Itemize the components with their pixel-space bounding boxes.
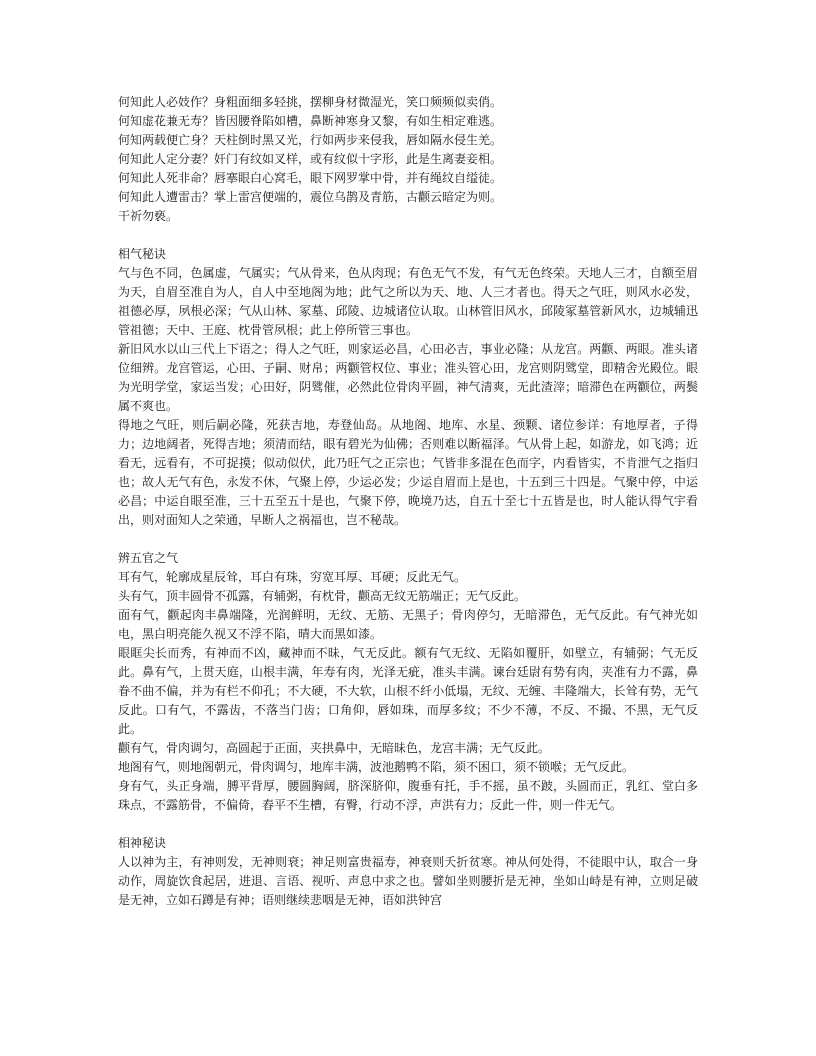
paragraph: 得地之气旺，则后嗣必隆，死获吉地，寿登仙岛。从地阁、地库、水星、颈颗、诸位参详：有地厚者，子得力；边地阔者，死得吉地；须清而结，眼有碧光为仙佛；否则难以断福泽。气从骨上起，如游龙，如飞鸿；近看无，远看有，不可捉摸；似动似伏，此乃旺气之正宗也；气皆非多混在色而字，内看皆实，不肯泄气之指归也；故人无气有色，永发不休，气聚上停，少运必发；少运自眉而上是也，十五到三十四是。气聚中停，中运必昌；中运自眼至准，三十五至五十是也，气聚下停，晚境乃达，自五十至七十五皆是也，时人能认得气宇看出，则对面知人之荣通，早断人之祸福也，岂不秘哉。 xyxy=(118,418,698,527)
paragraph: 何知此人定分妻？奸门有纹如叉样，或有纹似十字形，此是生离妻妾相。 xyxy=(118,152,503,166)
paragraph: 何知此人遭雷击？掌上雷宫便端的，震位乌鹊及青筋，古颧云暗定为则。 xyxy=(118,190,503,204)
section-spirit-secrets xyxy=(118,834,698,910)
section-heading: 相神秘诀 xyxy=(118,836,167,850)
section-heading: 辨五官之气 xyxy=(118,551,179,565)
paragraph: 地阁有气，则地阁朝元，骨肉调匀，地库丰满，波池鹅鸭不陷，须不困口，须不锁喉；无气反此。 xyxy=(118,760,635,774)
section-qi-secrets xyxy=(118,245,698,530)
paragraph: 新旧风水以山三代上下语之；得人之气旺，则家运必昌，心田必吉，事业必隆；从龙宫。两颧、两眼。准头诸位细辨。龙宫管运，心田、子嗣、财帛；两颧管权位、事业；准头管心田，龙宫则阴骘堂，即精舍光殿位。眼为光明学堂，家运当发；心田好，阴骘催，必然此位骨肉平圆，神气清爽，无此渣滓；暗滞色在两颧位，两鬓属不爽也。 xyxy=(118,342,698,413)
paragraph: 颧有气，骨肉调匀，高圆起于正面，夹拱鼻中，无暗昧色，龙宫丰满；无气反此。 xyxy=(118,741,551,755)
section-five-features xyxy=(118,549,698,815)
paragraph: 气与色不同，色属虚，气属实；气从骨来，色从肉现；有色无气不发，有气无色终荣。天地人三才，自额至眉为天，自眉至准自为人，自人中至地阁为地；此气之所以为天、地、人三才者也。得天之气旺，则风水必发，祖德必厚，夙根必深；气从山林、冢墓、邱陵、边城诸位认取。山林管旧风水，邱陵冢墓管新风水，边城辅迅管祖德；天中、王庭、枕骨管夙根；此上停所管三事也。 xyxy=(118,266,698,337)
paragraph: 人以神为主，有神则发，无神则衰；神足则富贵福寿，神衰则夭折贫寒。神从何处得，不徒眼中认，取合一身动作，周旋饮食起居，进退、言语、视听、声息中求之也。譬如坐则腰折是无神，坐如山峙是有神，立则足破是无神，立如石蹲是有神；语则继续悲咽是无神，语如洪钟宫 xyxy=(118,855,698,907)
section-spacer xyxy=(118,226,698,245)
document-page xyxy=(118,93,698,910)
paragraph: 头有气，顶丰圆骨不孤露，有辅粥，有枕骨，颧高无纹无筋端正；无气反此。 xyxy=(118,589,527,603)
section-spacer xyxy=(118,815,698,834)
paragraph: 眼眶尖长而秀，有神而不凶，藏神而不昧，气无反此。额有气无纹、无陷如覆肝，如壁立，有辅弼；气无反此。鼻有气，上贯天庭，山根丰满，年寿有肉，光泽无疵，准头丰满。谏台廷尉有势有肉，夹准有力不露，鼻眷不曲不偏，并为有栏不仰孔；不大硬，不大软，山根不纤小低塌，无纹、无缠、丰隆端大，长耸有势，无气反此。口有气，不露齿，不落当门齿；口角仰，唇如珠，而厚多纹；不少不薄，不反、不撮、不黑，无气反此。 xyxy=(118,646,698,736)
paragraph: 面有气，颧起肉丰鼻端隆，光润鲜明，无纹、无筋、无黑子；骨肉停匀，无暗滞色，无气反此。有气神光如电，黑白明亮能久视又不浮不陷，晴大而黑如漆。 xyxy=(118,608,698,641)
section-spacer xyxy=(118,530,698,549)
section-heading: 相气秘诀 xyxy=(118,247,167,261)
paragraph: 何知虚花兼无寿？皆因腰脊陷如槽，鼻断神寒身又黎，有如生相定难逃。 xyxy=(118,114,503,128)
paragraph: 何知两载便亡身？天柱倒时黑又光，行如两步来侵我，唇如隔水侵生羌。 xyxy=(118,133,503,147)
paragraph: 干祈勿亵。 xyxy=(118,209,179,223)
paragraph: 何知此人必妓作？身粗面细多轻挑，摆柳身材微湿光，笑口频频似卖俏。 xyxy=(118,95,503,109)
paragraph: 何知此人死非命？唇搴眼白心窝毛，眼下网罗掌中骨，并有绳纹自缢徒。 xyxy=(118,171,503,185)
paragraph: 耳有气，轮廓成星辰耸，耳白有珠，穷宽耳厚、耳硬；反此无气。 xyxy=(118,570,467,584)
paragraph: 身有气，头正身端，膊平背厚，腰圆胸阔，脐深脐仰，腹垂有托，手不摇，虽不跛，头圆而正，乳红、堂白多珠点，不露筋骨，不偏倚，舂平不生槽，有臀，行动不浮，声洪有力；反此一件，则一件无气。 xyxy=(118,779,698,812)
section-intro xyxy=(118,93,698,226)
